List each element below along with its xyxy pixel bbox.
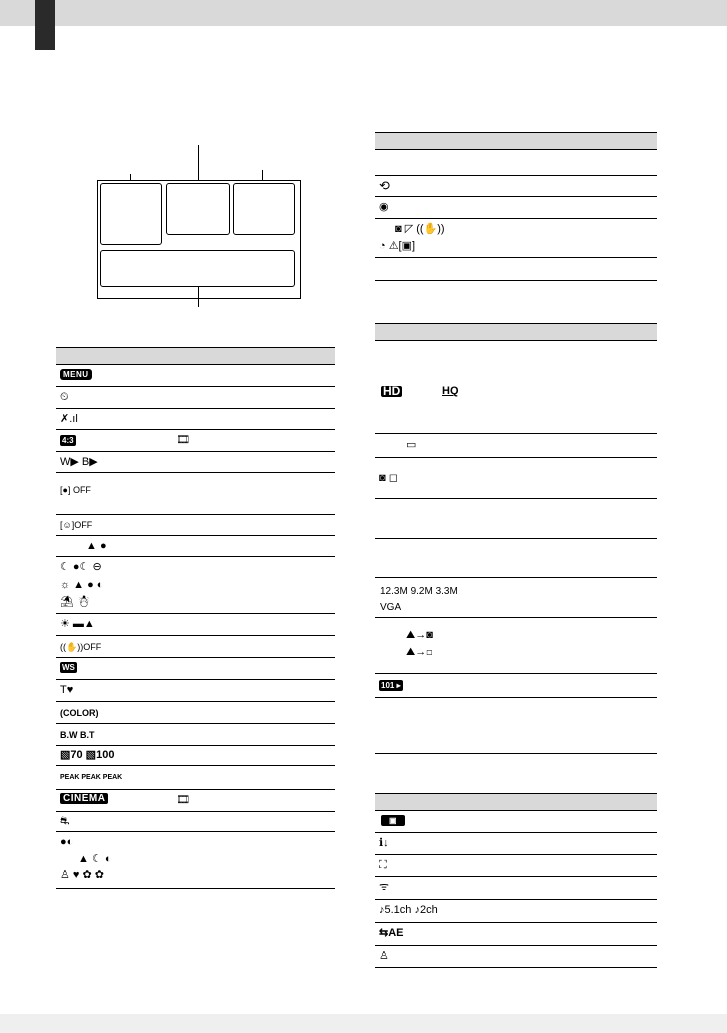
table-row [56,387,335,409]
table-row [375,458,657,499]
gps-signal-icon: ✗.ıl [60,413,78,425]
flag-icon: ⛶ [379,859,387,871]
table-row [375,219,657,258]
page-header-bar [0,0,727,26]
table-row [56,430,335,452]
table-row [56,812,335,832]
table-row [375,833,657,855]
table-row [375,698,657,754]
smile-shutter-off-icon: [☺]OFF [60,520,93,530]
table-row [56,473,335,515]
candle-scene-icon: ♙ [379,950,389,962]
warning-icons: ◙ ◸ ((✋)) [395,223,445,235]
photo-copy-card-icon: ⛰→◻ [406,646,433,658]
table-row [56,365,335,387]
table-row [56,766,335,790]
table-row [375,341,657,434]
callout-line-bottom [198,287,199,307]
menu-icon: MENU [60,369,92,380]
subject-detection-icon: ♙ ♥ ✿ ✿ [60,869,104,881]
auto-backlight-icon: ⛐ [60,815,70,827]
table-row [56,536,335,557]
scene-landscape-icon: ☼ ▲ ● ◐ [60,579,104,591]
table-row [56,680,335,702]
callout-line-top-right [262,170,263,180]
table-row [375,877,657,900]
audio-channel-icon: ♪5.1ch ♪2ch [379,904,438,916]
white-balance-icon: ☀ ▬▲ [60,618,95,630]
photo-size-icon: 12.3M 9.2M 3.3M [380,586,458,597]
table-row [56,452,335,473]
table-row [375,258,657,281]
table-row [56,614,335,636]
bottom-area [100,250,295,287]
vga-size-icon: VGA [380,602,402,613]
intelligent-auto-icon: ●◐ [60,836,74,848]
table-header [375,132,657,150]
table-row [375,811,657,833]
auto-exposure-icon: ⇆AE [379,927,404,939]
table-row [375,900,657,923]
tele-macro-icon: T♥ [60,684,74,696]
upper-right-area [233,183,295,235]
table-row [375,946,657,968]
zebra-icon: ▧70 ▧100 [60,749,115,761]
table-row [375,578,657,618]
right-indicator-table-3 [375,793,657,968]
upper-center-area [166,183,230,235]
battery-icon: ▭ [406,439,417,451]
aspect-4-3-icon: 4:3 [62,436,74,445]
table-row [375,150,657,176]
fader-icon: W▶ B▶ [60,456,98,468]
table-row [375,855,657,877]
table-row [375,176,657,197]
table-row [56,515,335,536]
table-header [375,323,657,341]
table-row [375,618,657,674]
wide-select-icon: WS [62,663,75,672]
table-row [56,636,335,658]
table-header [56,347,335,365]
table-row [375,434,657,458]
table-row [375,539,657,578]
focus-icon: ▲ ● [86,540,107,552]
face-detection-off-icon: [●] OFF [60,485,91,495]
chapter-tab [35,0,55,50]
hd-quality-icon: HD [383,384,401,398]
self-timer-icon: ⏲ [60,391,69,403]
scene-detection-icon: ▲ ☾ ◐ [78,853,112,865]
table-row [56,409,335,430]
face-index-icon: ◉ [379,201,389,213]
recording-media-icon: ◙ ◻ [379,472,398,484]
page-footer-bar [0,1014,727,1033]
scene-night-icon: ☾ ●☾ ⊖ [60,561,102,573]
hq-mode-icon: HQ [442,385,459,397]
photo-copy-icon: ⛰→◙ [406,629,433,641]
table-row [375,923,657,946]
x-v-color-icon: (COLOR) [60,708,99,718]
table-row [56,658,335,680]
data-code-icon: ℹ↓ [379,837,389,849]
table-row [375,499,657,539]
scene-beach-icon: ⛱ ☃ [60,596,91,608]
playback-button-icon: ▣ [381,815,405,826]
right-indicator-table-1 [375,132,657,281]
upper-left-area [100,183,162,245]
peaking-icon: PEAK PEAK PEAK [60,774,123,781]
table-row [56,557,335,614]
wireless-icon: ᯤ [379,881,390,893]
table-row [56,832,335,889]
film-icon: 🎞 [176,434,190,446]
left-indicator-table [56,347,335,889]
warning-icons-2: ◔ ⚠[▣] [379,240,416,252]
table-row [375,197,657,219]
table-row [375,674,657,698]
screen-layout-diagram [97,140,303,315]
table-row [56,746,335,766]
slideshow-repeat-icon: ⟲ [379,178,390,193]
tele-wide-conversion-icon: B.W B.T [60,730,95,740]
film-icon: 🎞 [176,794,190,806]
cinematone-icon: CINEMA [60,793,108,804]
steadyshot-off-icon: ((✋))OFF [60,642,102,652]
callout-line-top-center [198,145,199,180]
table-row [56,724,335,746]
table-row [56,702,335,724]
folder-icon: 101 ▸ [381,681,401,690]
table-header [375,793,657,811]
table-row [56,790,335,812]
right-indicator-table-2 [375,323,657,754]
